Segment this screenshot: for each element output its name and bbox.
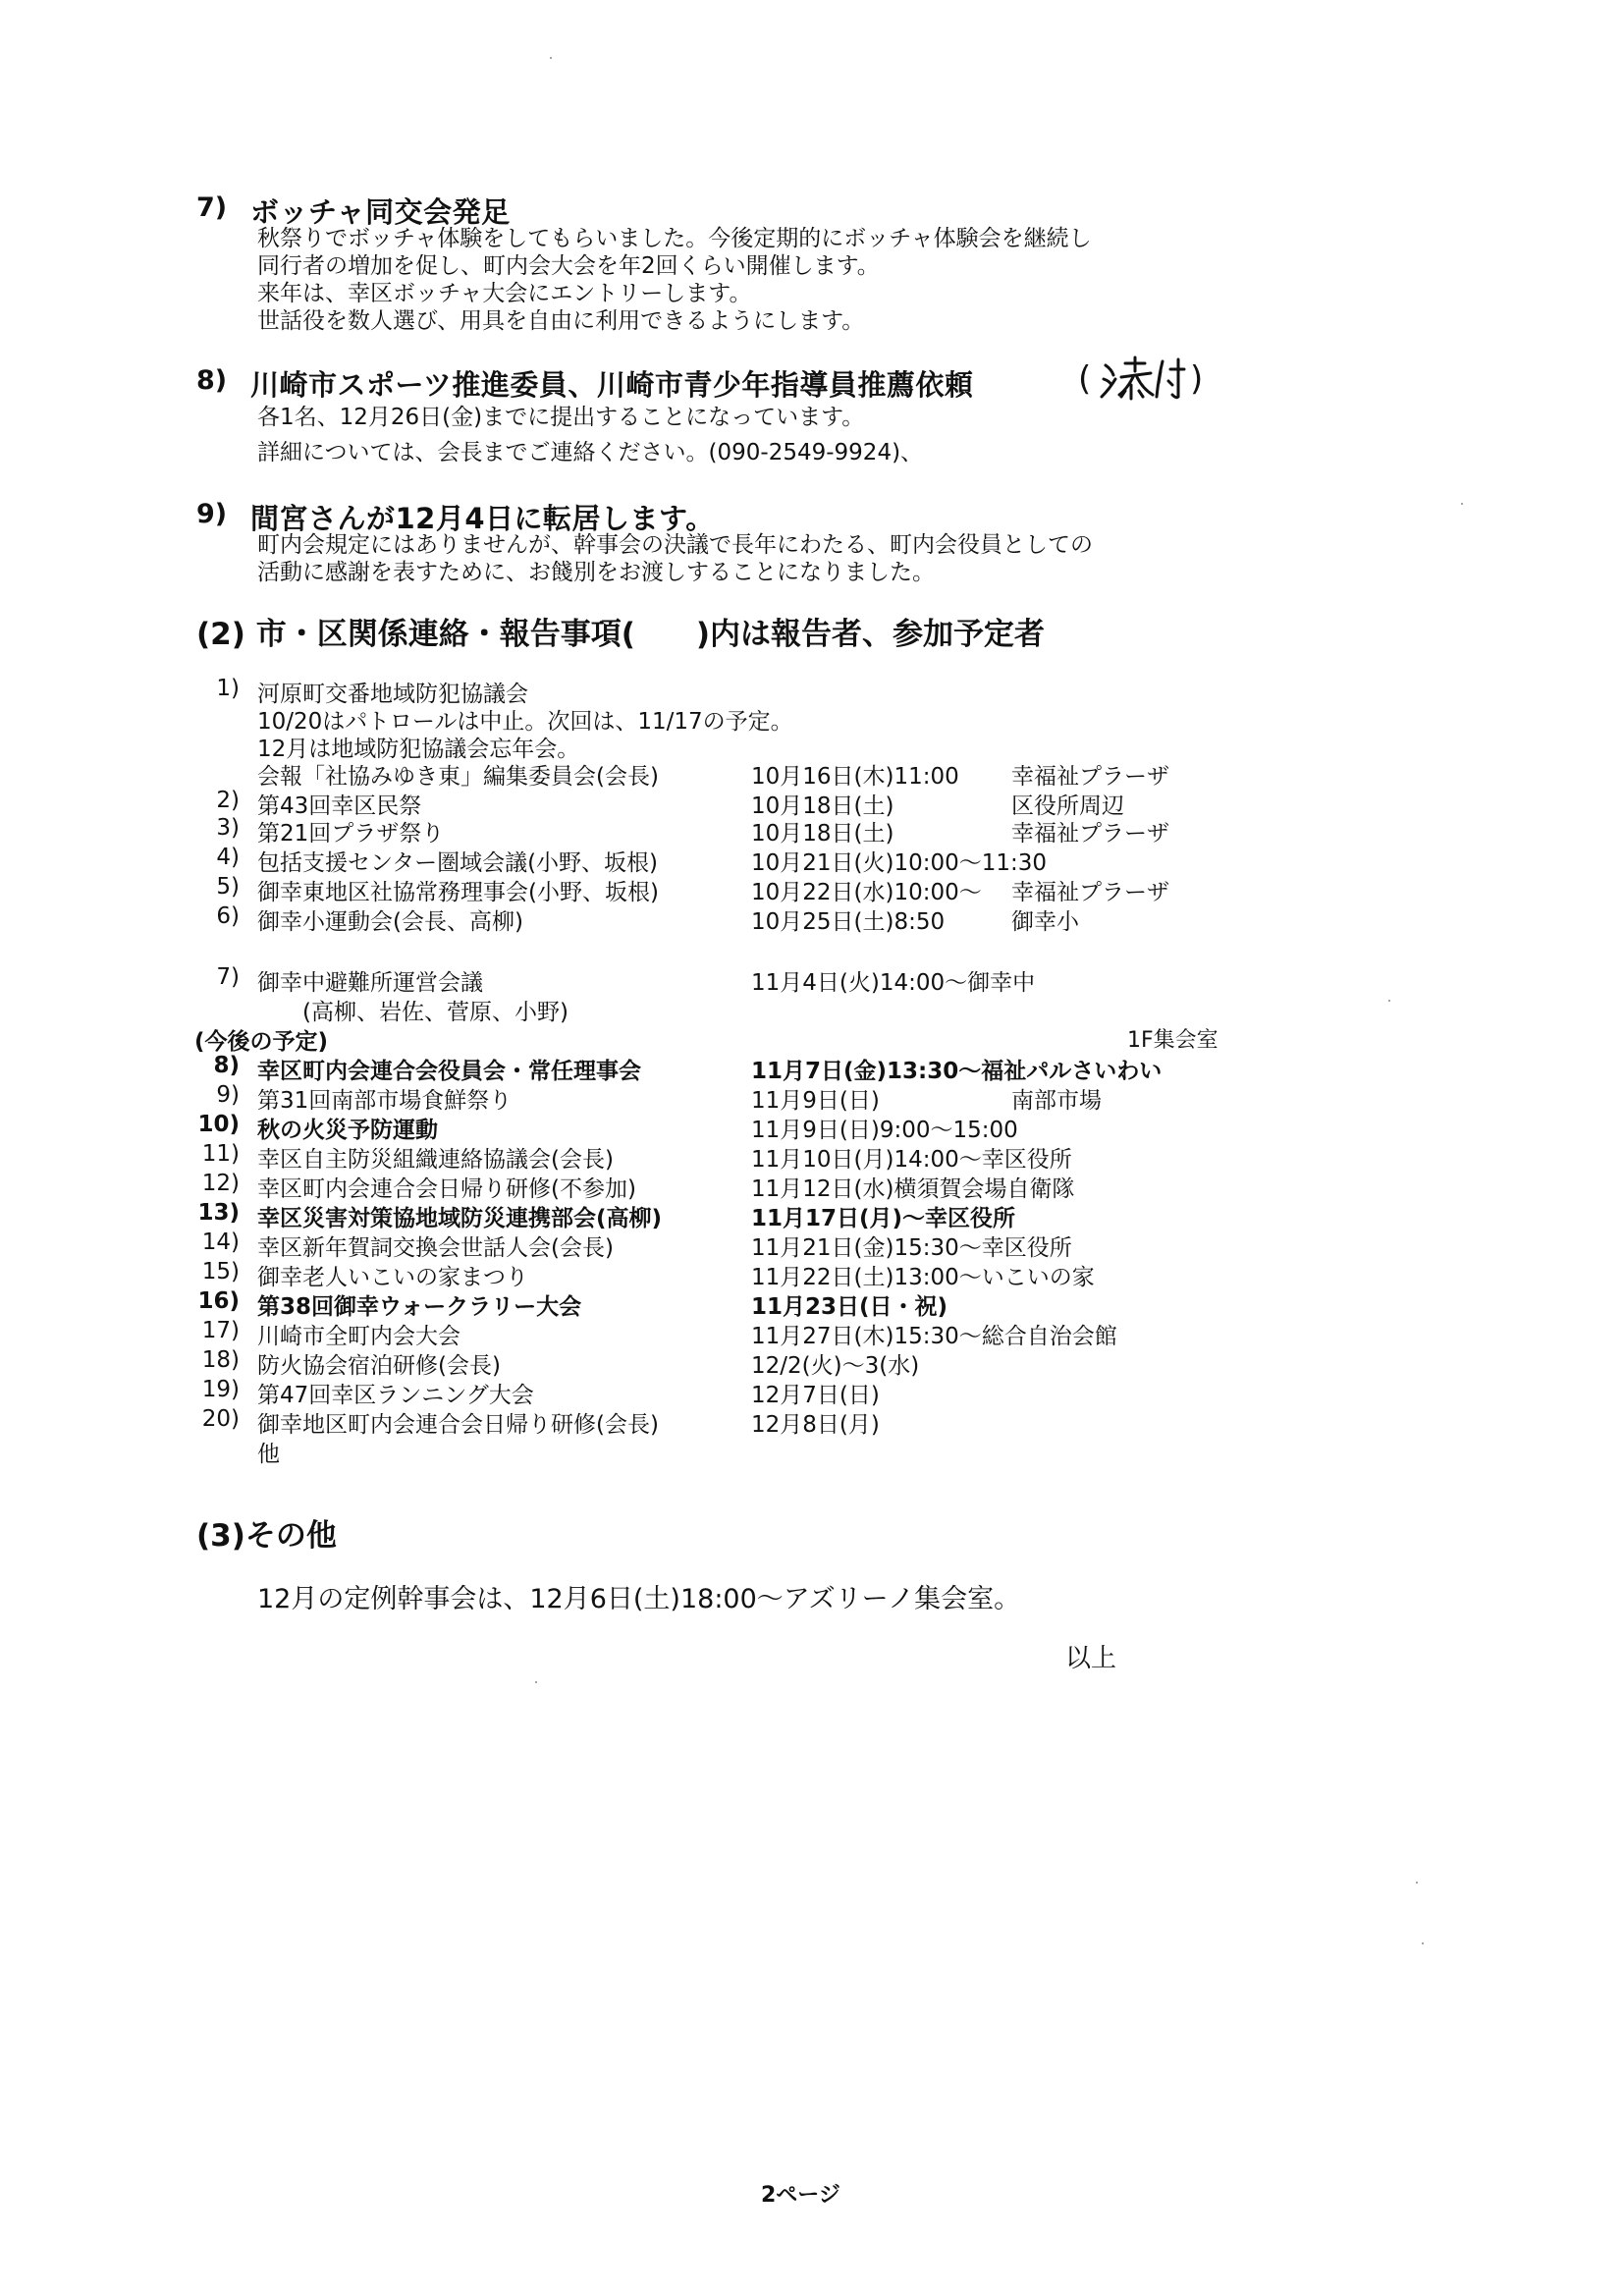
row-name: 第43回幸区民祭 bbox=[257, 793, 422, 819]
scan-speck bbox=[550, 57, 552, 59]
row-name: 他 bbox=[257, 1442, 280, 1467]
row-date: 10月18日(土) bbox=[751, 793, 894, 819]
section-3-text: 12月の定例幹事会は、12月6日(土)18:00～アズリーノ集会室。 bbox=[257, 1584, 1021, 1614]
schedule-row bbox=[0, 874, 1624, 903]
row-name: 御幸老人いこいの家まつり bbox=[257, 1265, 528, 1290]
item-8-number: 8) bbox=[196, 365, 228, 396]
item-8-paren-close: ) bbox=[1190, 359, 1204, 399]
schedule-row bbox=[0, 788, 1624, 817]
row-place: 幸福祉プラーザ bbox=[1011, 880, 1169, 905]
row-date: 11月27日(木)15:30～総合自治会館 bbox=[751, 1324, 1117, 1349]
scan-speck bbox=[535, 1681, 537, 1683]
schedule-row bbox=[0, 703, 1624, 733]
row-number: 20) bbox=[201, 1406, 240, 1432]
row-name: 秋の火災予防運動 bbox=[257, 1118, 438, 1143]
row-name: 御幸中避難所運営会議 bbox=[257, 970, 483, 996]
row-number: 19) bbox=[201, 1377, 240, 1402]
row-date: 12/2(火)～3(水) bbox=[751, 1353, 920, 1379]
section-2-heading: (2) 市・区関係連絡・報告事項( )内は報告者、参加予定者 bbox=[196, 617, 1046, 652]
item-8-title: 川崎市スポーツ推進委員、川崎市青少年指導員推薦依頼 bbox=[250, 368, 974, 402]
item-7-title: ボッチャ同交会発足 bbox=[250, 195, 511, 229]
item-7-line: 秋祭りでボッチャ体験をしてもらいました。今後定期的にボッチャ体験会を継続し bbox=[257, 226, 1092, 251]
scan-speck bbox=[1461, 503, 1463, 505]
row-name: 第31回南部市場食鮮祭り bbox=[257, 1088, 513, 1114]
schedule-row bbox=[0, 1288, 1624, 1318]
row-date: 11月12日(水)横須賀会場自衛隊 bbox=[751, 1176, 1075, 1202]
row-place: 御幸小 bbox=[1011, 909, 1079, 935]
item-8-paren-open: ( bbox=[1078, 359, 1092, 399]
row-number: 3) bbox=[216, 815, 240, 841]
row-name: 第21回プラザ祭り bbox=[257, 821, 445, 847]
row-number: 9) bbox=[216, 1082, 240, 1108]
row-name: 河原町交番地域防犯協議会 bbox=[257, 682, 528, 707]
row-name: 川崎市全町内会大会 bbox=[257, 1324, 460, 1349]
row-date: 10月21日(火)10:00～11:30 bbox=[751, 850, 1048, 876]
row-number: 1) bbox=[216, 676, 240, 701]
schedule-row bbox=[0, 1112, 1624, 1141]
item-9-line: 活動に感謝を表すために、お餞別をお渡しすることになりました。 bbox=[257, 560, 935, 585]
row-date: 11月9日(日) bbox=[751, 1088, 880, 1114]
row-date: 12月8日(月) bbox=[751, 1412, 880, 1438]
row-place: 幸福祉プラーザ bbox=[1011, 764, 1169, 790]
schedule-row bbox=[0, 1318, 1624, 1347]
closing-text: 以上 bbox=[1065, 1644, 1117, 1673]
row-number: 16) bbox=[197, 1288, 240, 1314]
schedule-row bbox=[0, 1200, 1624, 1229]
schedule-row bbox=[0, 1082, 1624, 1112]
row-number: 6) bbox=[216, 903, 240, 929]
row-number: 2) bbox=[216, 788, 240, 813]
row-number: 11) bbox=[201, 1141, 240, 1167]
schedule-row bbox=[0, 964, 1624, 994]
item-9-number: 9) bbox=[196, 499, 228, 529]
schedule-row bbox=[0, 1171, 1624, 1200]
row-name: 10/20はパトロールは中止。次回は、11/17の予定。 bbox=[257, 709, 793, 735]
schedule-row bbox=[0, 1377, 1624, 1406]
item-7-number: 7) bbox=[196, 192, 228, 223]
row-name: 御幸地区町内会連合会日帰り研修(会長) bbox=[257, 1412, 659, 1438]
schedule-row bbox=[0, 845, 1624, 874]
schedule-row bbox=[0, 815, 1624, 845]
row-name: 防火協会宿泊研修(会長) bbox=[257, 1353, 501, 1379]
row-place: 幸福祉プラーザ bbox=[1011, 821, 1169, 847]
schedule-row bbox=[0, 1053, 1624, 1082]
row-name: 会報「社協みゆき東」編集委員会(会長) bbox=[257, 764, 659, 790]
row-place: 区役所周辺 bbox=[1011, 793, 1124, 819]
row-name: 幸区新年賀詞交換会世話人会(会長) bbox=[257, 1235, 614, 1261]
row-number: 10) bbox=[197, 1112, 240, 1137]
row-name: 御幸東地区社協常務理事会(小野、坂根) bbox=[257, 880, 659, 905]
row-name: 12月は地域防犯協議会忘年会。 bbox=[257, 737, 580, 762]
schedule-row bbox=[0, 1406, 1624, 1436]
row-date: 11月9日(日)9:00～15:00 bbox=[751, 1118, 1018, 1143]
row-date: 10月16日(木)11:00 bbox=[751, 764, 959, 790]
row-name: 第47回幸区ランニング大会 bbox=[257, 1383, 534, 1408]
row-number: 17) bbox=[201, 1318, 240, 1343]
row-number: 12) bbox=[201, 1171, 240, 1196]
row-name: 幸区災害対策協地域防災連携部会(高柳) bbox=[257, 1206, 663, 1231]
row-name: 御幸小運動会(会長、高柳) bbox=[257, 909, 523, 935]
row-date: 12月7日(日) bbox=[751, 1383, 880, 1408]
row-name: 幸区自主防災組織連絡協議会(会長) bbox=[257, 1147, 614, 1173]
item-9-line: 町内会規定にはありませんが、幹事会の決議で長年にわたる、町内会役員としての bbox=[257, 532, 1093, 558]
scan-speck bbox=[1388, 1000, 1390, 1002]
row-name: 幸区町内会連合会役員会・常任理事会 bbox=[257, 1059, 641, 1084]
row-date: 10月25日(土)8:50 bbox=[751, 909, 946, 935]
row-number: 18) bbox=[201, 1347, 240, 1373]
row-date: 11月22日(土)13:00～いこいの家 bbox=[751, 1265, 1095, 1290]
scan-speck bbox=[1416, 1882, 1418, 1884]
row-date: 11月23日(日・祝) bbox=[751, 1294, 948, 1320]
scan-speck bbox=[1422, 1942, 1424, 1944]
future-room-note: 1F集会室 bbox=[1127, 1028, 1218, 1053]
row-date: 11月4日(火)14:00～御幸中 bbox=[751, 970, 1036, 996]
row-name: 第38回御幸ウォークラリー大会 bbox=[257, 1294, 582, 1320]
row-date: 11月7日(金)13:30～福祉パルさいわい bbox=[751, 1059, 1163, 1084]
item-7-line: 世話役を数人選び、用具を自由に利用できるようにします。 bbox=[257, 308, 865, 334]
row-place: 南部市場 bbox=[1011, 1088, 1102, 1114]
schedule-row bbox=[0, 903, 1624, 933]
row-number: 15) bbox=[201, 1259, 240, 1284]
schedule-row bbox=[0, 1259, 1624, 1288]
row-date: 11月10日(月)14:00～幸区役所 bbox=[751, 1147, 1072, 1173]
handwritten-attachment-note bbox=[1098, 355, 1188, 401]
row-date: 11月17日(月)～幸区役所 bbox=[751, 1206, 1016, 1231]
row-name: 包括支援センター圏域会議(小野、坂根) bbox=[257, 850, 659, 876]
schedule-row bbox=[0, 1436, 1624, 1465]
item-9-title: 間宮さんが12月4日に転居します。 bbox=[250, 502, 715, 535]
section-3-heading: (3)その他 bbox=[196, 1518, 337, 1554]
item-8-line: 詳細については、会長までご連絡ください。(090-2549-9924)、 bbox=[257, 440, 924, 465]
row-number: 4) bbox=[216, 845, 240, 870]
schedule-row bbox=[0, 758, 1624, 788]
row-date: 10月18日(土) bbox=[751, 821, 894, 847]
schedule-row bbox=[0, 731, 1624, 760]
item-7-line: 来年は、幸区ボッチャ大会にエントリーします。 bbox=[257, 281, 752, 306]
item-8-line: 各1名、12月26日(金)までに提出することになっています。 bbox=[257, 405, 865, 430]
item-7-line: 同行者の増加を促し、町内会大会を年2回くらい開催します。 bbox=[257, 253, 880, 279]
future-schedule-label: (今後の予定) bbox=[194, 1029, 329, 1055]
schedule-row bbox=[0, 1141, 1624, 1171]
schedule-row bbox=[0, 994, 1624, 1023]
row-number: 14) bbox=[201, 1229, 240, 1255]
schedule-row bbox=[0, 1347, 1624, 1377]
row-date: 11月21日(金)15:30～幸区役所 bbox=[751, 1235, 1072, 1261]
page-number: 2ページ bbox=[761, 2183, 840, 2208]
row-number: 7) bbox=[216, 964, 240, 990]
row-number: 8) bbox=[213, 1053, 240, 1078]
schedule-row bbox=[0, 676, 1624, 705]
row-name: (高柳、岩佐、菅原、小野) bbox=[257, 1000, 568, 1025]
row-number: 5) bbox=[216, 874, 240, 900]
row-name: 幸区町内会連合会日帰り研修(不参加) bbox=[257, 1176, 636, 1202]
schedule-row bbox=[0, 1229, 1624, 1259]
row-number: 13) bbox=[197, 1200, 240, 1226]
row-date: 10月22日(水)10:00～ bbox=[751, 880, 982, 905]
